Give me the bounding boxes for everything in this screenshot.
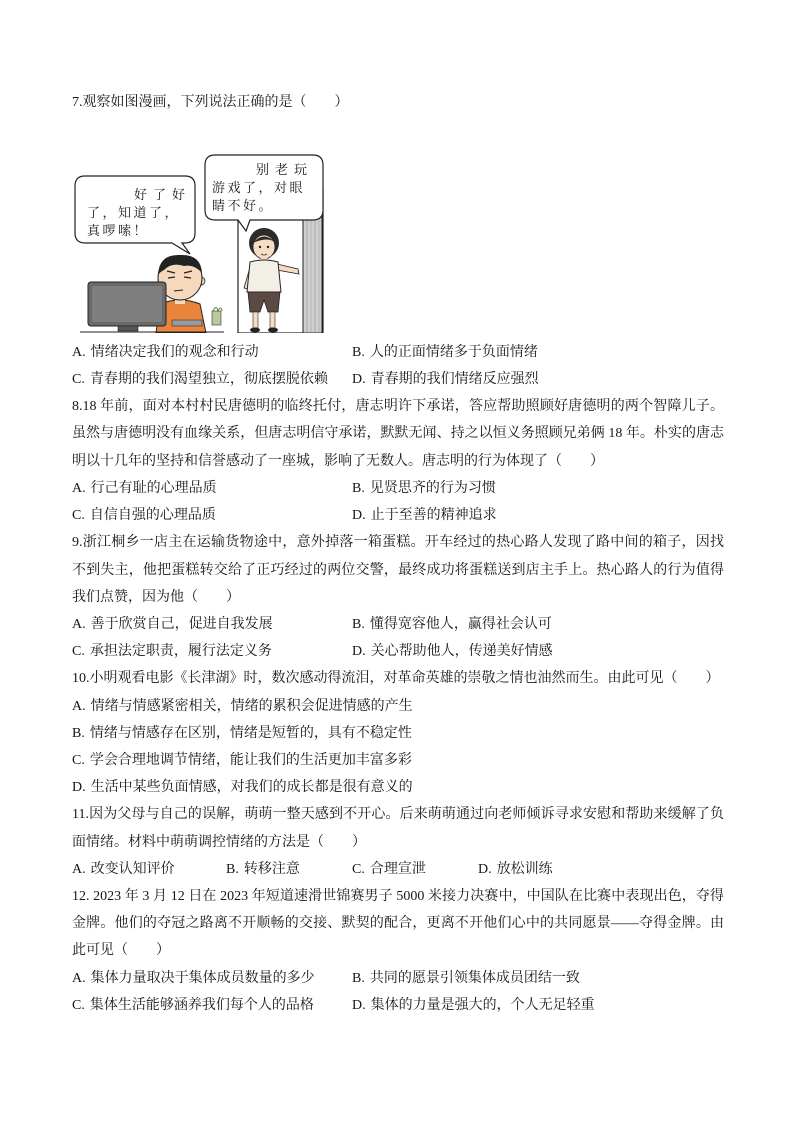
option-text: 集体的力量是强大的，个人无足轻重: [370, 997, 595, 1013]
option-label: C.: [72, 372, 85, 388]
son-speech-line: 好了好: [134, 186, 192, 202]
option-text: 学会合理地调节情绪，能让我们的生活更加丰富多彩: [89, 752, 412, 768]
option-a: [72, 856, 226, 883]
options: [72, 339, 724, 393]
option-d: [478, 856, 718, 883]
question-stem: 10.小明观看电影《长津湖》时，数次感动得流泪，对革命英雄的崇敬之情也油然而生。由此可见（ ）: [72, 671, 720, 687]
question-stem: 7.观察如图漫画，下列说法正确的是（ ）: [72, 95, 349, 111]
option-label: D.: [72, 780, 86, 796]
option-a: [72, 611, 352, 638]
question-list: [72, 89, 724, 1019]
option-d: [352, 502, 712, 529]
option-a: [72, 475, 352, 502]
option-d: [72, 774, 724, 801]
option-d: [352, 638, 712, 665]
question-stem: 11.因为父母与自己的误解，萌萌一整天感到不开心。后来萌萌通过向老师倾诉寻求安慰和帮助来缓解了负面情绪。材料中萌萌调控情绪的方法是（ ）: [72, 807, 724, 850]
mother-speech-line: 睛不好。: [212, 197, 275, 213]
option-text: 见贤思齐的行为习惯: [369, 480, 496, 496]
question-7: [72, 89, 724, 393]
option-d: [352, 992, 712, 1019]
option-label: B.: [352, 480, 365, 496]
option-label: D.: [478, 861, 492, 877]
option-c: [72, 638, 352, 665]
option-text: 懂得宽容他人，赢得社会认可: [369, 616, 552, 632]
option-text: 改变认知评价: [90, 861, 175, 877]
option-d: [352, 366, 712, 393]
option-label: A.: [72, 698, 86, 714]
question-12: [72, 883, 724, 1019]
option-label: B.: [352, 344, 365, 360]
option-text: 情绪决定我们的观念和行动: [90, 344, 259, 360]
option-text: 情绪与情感存在区别，情绪是短暂的，具有不稳定性: [89, 725, 412, 741]
option-label: A.: [72, 616, 86, 632]
option-label: A.: [72, 970, 86, 986]
option-c: [352, 856, 478, 883]
option-label: D.: [352, 508, 366, 524]
cartoon-illustration: [72, 150, 325, 333]
option-b: [72, 720, 724, 747]
options: [72, 475, 724, 529]
option-c: [72, 992, 352, 1019]
option-text: 行己有耻的心理品质: [90, 480, 217, 496]
option-c: [72, 747, 724, 774]
option-text: 集体力量取决于集体成员数量的多少: [90, 970, 315, 986]
option-label: B.: [72, 725, 85, 741]
son-speech-line: 了，知道了，: [87, 204, 181, 220]
question-stem: 9.浙江桐乡一店主在运输货物途中，意外掉落一箱蛋糕。开车经过的热心路人发现了路中间的箱子，因找不到失主，他把蛋糕转交给了正巧经过的两位交警，最终成功将蛋糕送到店主手上。热心路人的行为值得我们点赞，因为他（ ）: [72, 535, 724, 605]
option-text: 放松训练: [496, 861, 553, 877]
question-8: [72, 393, 724, 529]
option-text: 止于至善的精神追求: [370, 508, 497, 524]
option-label: B.: [226, 861, 239, 877]
computer-monitor: [88, 282, 166, 331]
options: [72, 965, 724, 1019]
option-label: C.: [72, 997, 85, 1013]
son-speech-bubble: [75, 176, 195, 254]
option-label: B.: [352, 970, 365, 986]
mother-speech-line: 游戏了，对眼: [212, 179, 306, 195]
option-text: 自信自强的心理品质: [89, 508, 216, 524]
option-a: [72, 693, 724, 720]
option-text: 善于欣赏自己，促进自我发展: [90, 616, 273, 632]
question-11: [72, 801, 724, 883]
option-text: 青春期的我们渴望独立，彻底摆脱依赖: [89, 372, 328, 388]
option-b: [352, 965, 712, 992]
option-label: C.: [352, 861, 365, 877]
son-speech-line: 真啰嗦！: [87, 222, 150, 238]
option-a: [72, 339, 352, 366]
option-label: C.: [72, 752, 85, 768]
option-label: A.: [72, 861, 86, 877]
mother-speech-bubble: [205, 155, 323, 231]
mother-speech-line: 别老玩: [256, 161, 314, 177]
option-c: [72, 366, 352, 393]
option-text: 人的正面情绪多于负面情绪: [369, 344, 538, 360]
option-a: [72, 965, 352, 992]
option-b: [352, 339, 712, 366]
option-b: [352, 475, 712, 502]
option-text: 转移注意: [243, 861, 300, 877]
option-b: [226, 856, 352, 883]
options: [72, 611, 724, 665]
option-label: D.: [352, 997, 366, 1013]
option-label: C.: [72, 644, 85, 660]
question-10: [72, 665, 724, 801]
option-label: A.: [72, 480, 86, 496]
option-c: [72, 502, 352, 529]
option-label: C.: [72, 508, 85, 524]
options: [72, 693, 724, 802]
option-text: 关心帮助他人，传递美好情感: [370, 644, 553, 660]
option-label: B.: [352, 616, 365, 632]
option-text: 承担法定职责，履行法定义务: [89, 644, 272, 660]
option-text: 青春期的我们情绪反应强烈: [370, 372, 539, 388]
option-label: D.: [352, 372, 366, 388]
question-stem: 12. 2023 年 3 月 12 日在 2023 年短道速滑世锦赛男子 5000 米接力决赛中，中国队在比赛中表现出色，夺得金牌。他们的夺冠之路离不开顺畅的交接、默契的配合，更离不开他们心中的共同愿景——夺得金牌。由此可见（ ）: [72, 888, 724, 959]
question-9: [72, 529, 724, 665]
option-b: [352, 611, 712, 638]
option-label: D.: [352, 644, 366, 660]
option-text: 生活中某些负面情感，对我们的成长都是很有意义的: [90, 780, 413, 796]
option-text: 合理宣泄: [369, 861, 426, 877]
question-stem: 8.18 年前，面对本村村民唐德明的临终托付，唐志明许下承诺，答应帮助照顾好唐德明的两个智障儿子。虽然与唐德明没有血缘关系，但唐志明信守承诺，默默无闻、持之以恒义务照顾兄弟俩 18 年。朴实的唐志明以十几年的坚持和信誉感动了一座城，影响了无数人。唐志明的行为体现了（ ）: [72, 399, 724, 469]
option-text: 集体生活能够涵养我们每个人的品格: [89, 997, 314, 1013]
option-text: 共同的愿景引领集体成员团结一致: [369, 970, 580, 986]
options: [72, 856, 724, 883]
option-label: A.: [72, 344, 86, 360]
option-text: 情绪与情感紧密相关，情绪的累积会促进情感的产生: [90, 698, 413, 714]
